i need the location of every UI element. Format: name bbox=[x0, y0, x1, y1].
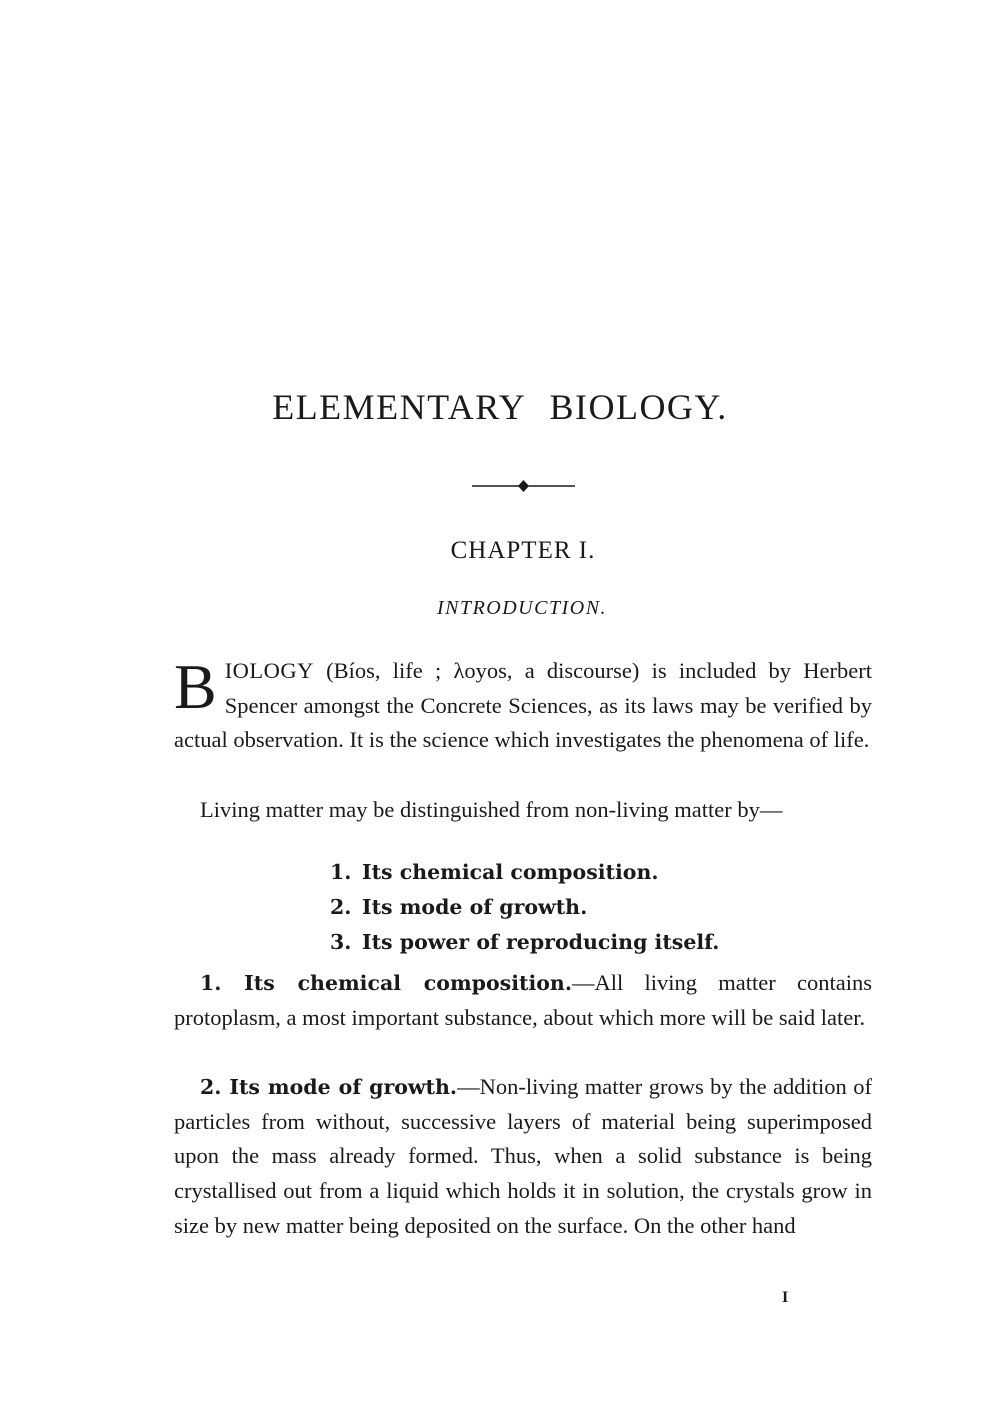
list-item-text: Its chemical composition. bbox=[362, 860, 659, 884]
list-item-number: 3. bbox=[330, 930, 352, 954]
section-heading: 2. Its mode of growth. bbox=[200, 1075, 458, 1099]
list-item-text: Its mode of growth. bbox=[362, 895, 588, 919]
chemical-composition-paragraph bbox=[174, 966, 872, 1035]
list-item-number: 2. bbox=[330, 895, 352, 919]
section-text: —Non-living matter grows by the addition of particles from without, successive layers of material being superimposed upon the mass already formed. Thus, when a solid substance is being crystallised out from a liquid which holds it in solution, the crystals grow in size by new matter being deposited on the surface. On the other hand bbox=[174, 1074, 872, 1238]
criteria-list bbox=[330, 855, 719, 960]
intro-paragraph bbox=[174, 651, 872, 758]
list-item-text: Its power of reproducing itself. bbox=[362, 930, 720, 954]
list-item bbox=[330, 925, 719, 960]
mode-of-growth-paragraph bbox=[174, 1070, 872, 1244]
drop-cap: B bbox=[174, 651, 217, 722]
intro-paragraph-text: (Bíos, life ; λoyos, a discourse) is included by Herbert Spencer amongst the Concrete Sciences, as its laws may be verified by actual observation. It is the science which investigates the phenomena of life. bbox=[174, 658, 872, 753]
section-text: —All living matter contains protoplasm, a most important substance, about which more will be said later. bbox=[174, 970, 872, 1030]
ornament-divider-icon bbox=[472, 477, 575, 495]
opening-word: IOLOGY bbox=[224, 658, 314, 683]
chapter-subtitle: INTRODUCTION. bbox=[436, 597, 608, 619]
chapter-heading: CHAPTER I. bbox=[450, 537, 596, 564]
page-number: I bbox=[782, 1289, 789, 1306]
book-title: ELEMENTARY BIOLOGY. bbox=[272, 387, 728, 427]
section-heading: 1. Its chemical composition. bbox=[200, 971, 572, 995]
list-item bbox=[330, 890, 719, 925]
list-item bbox=[330, 855, 719, 890]
distinction-paragraph: Living matter may be distinguished from non-living matter by— bbox=[200, 797, 783, 822]
list-item-number: 1. bbox=[330, 860, 352, 884]
